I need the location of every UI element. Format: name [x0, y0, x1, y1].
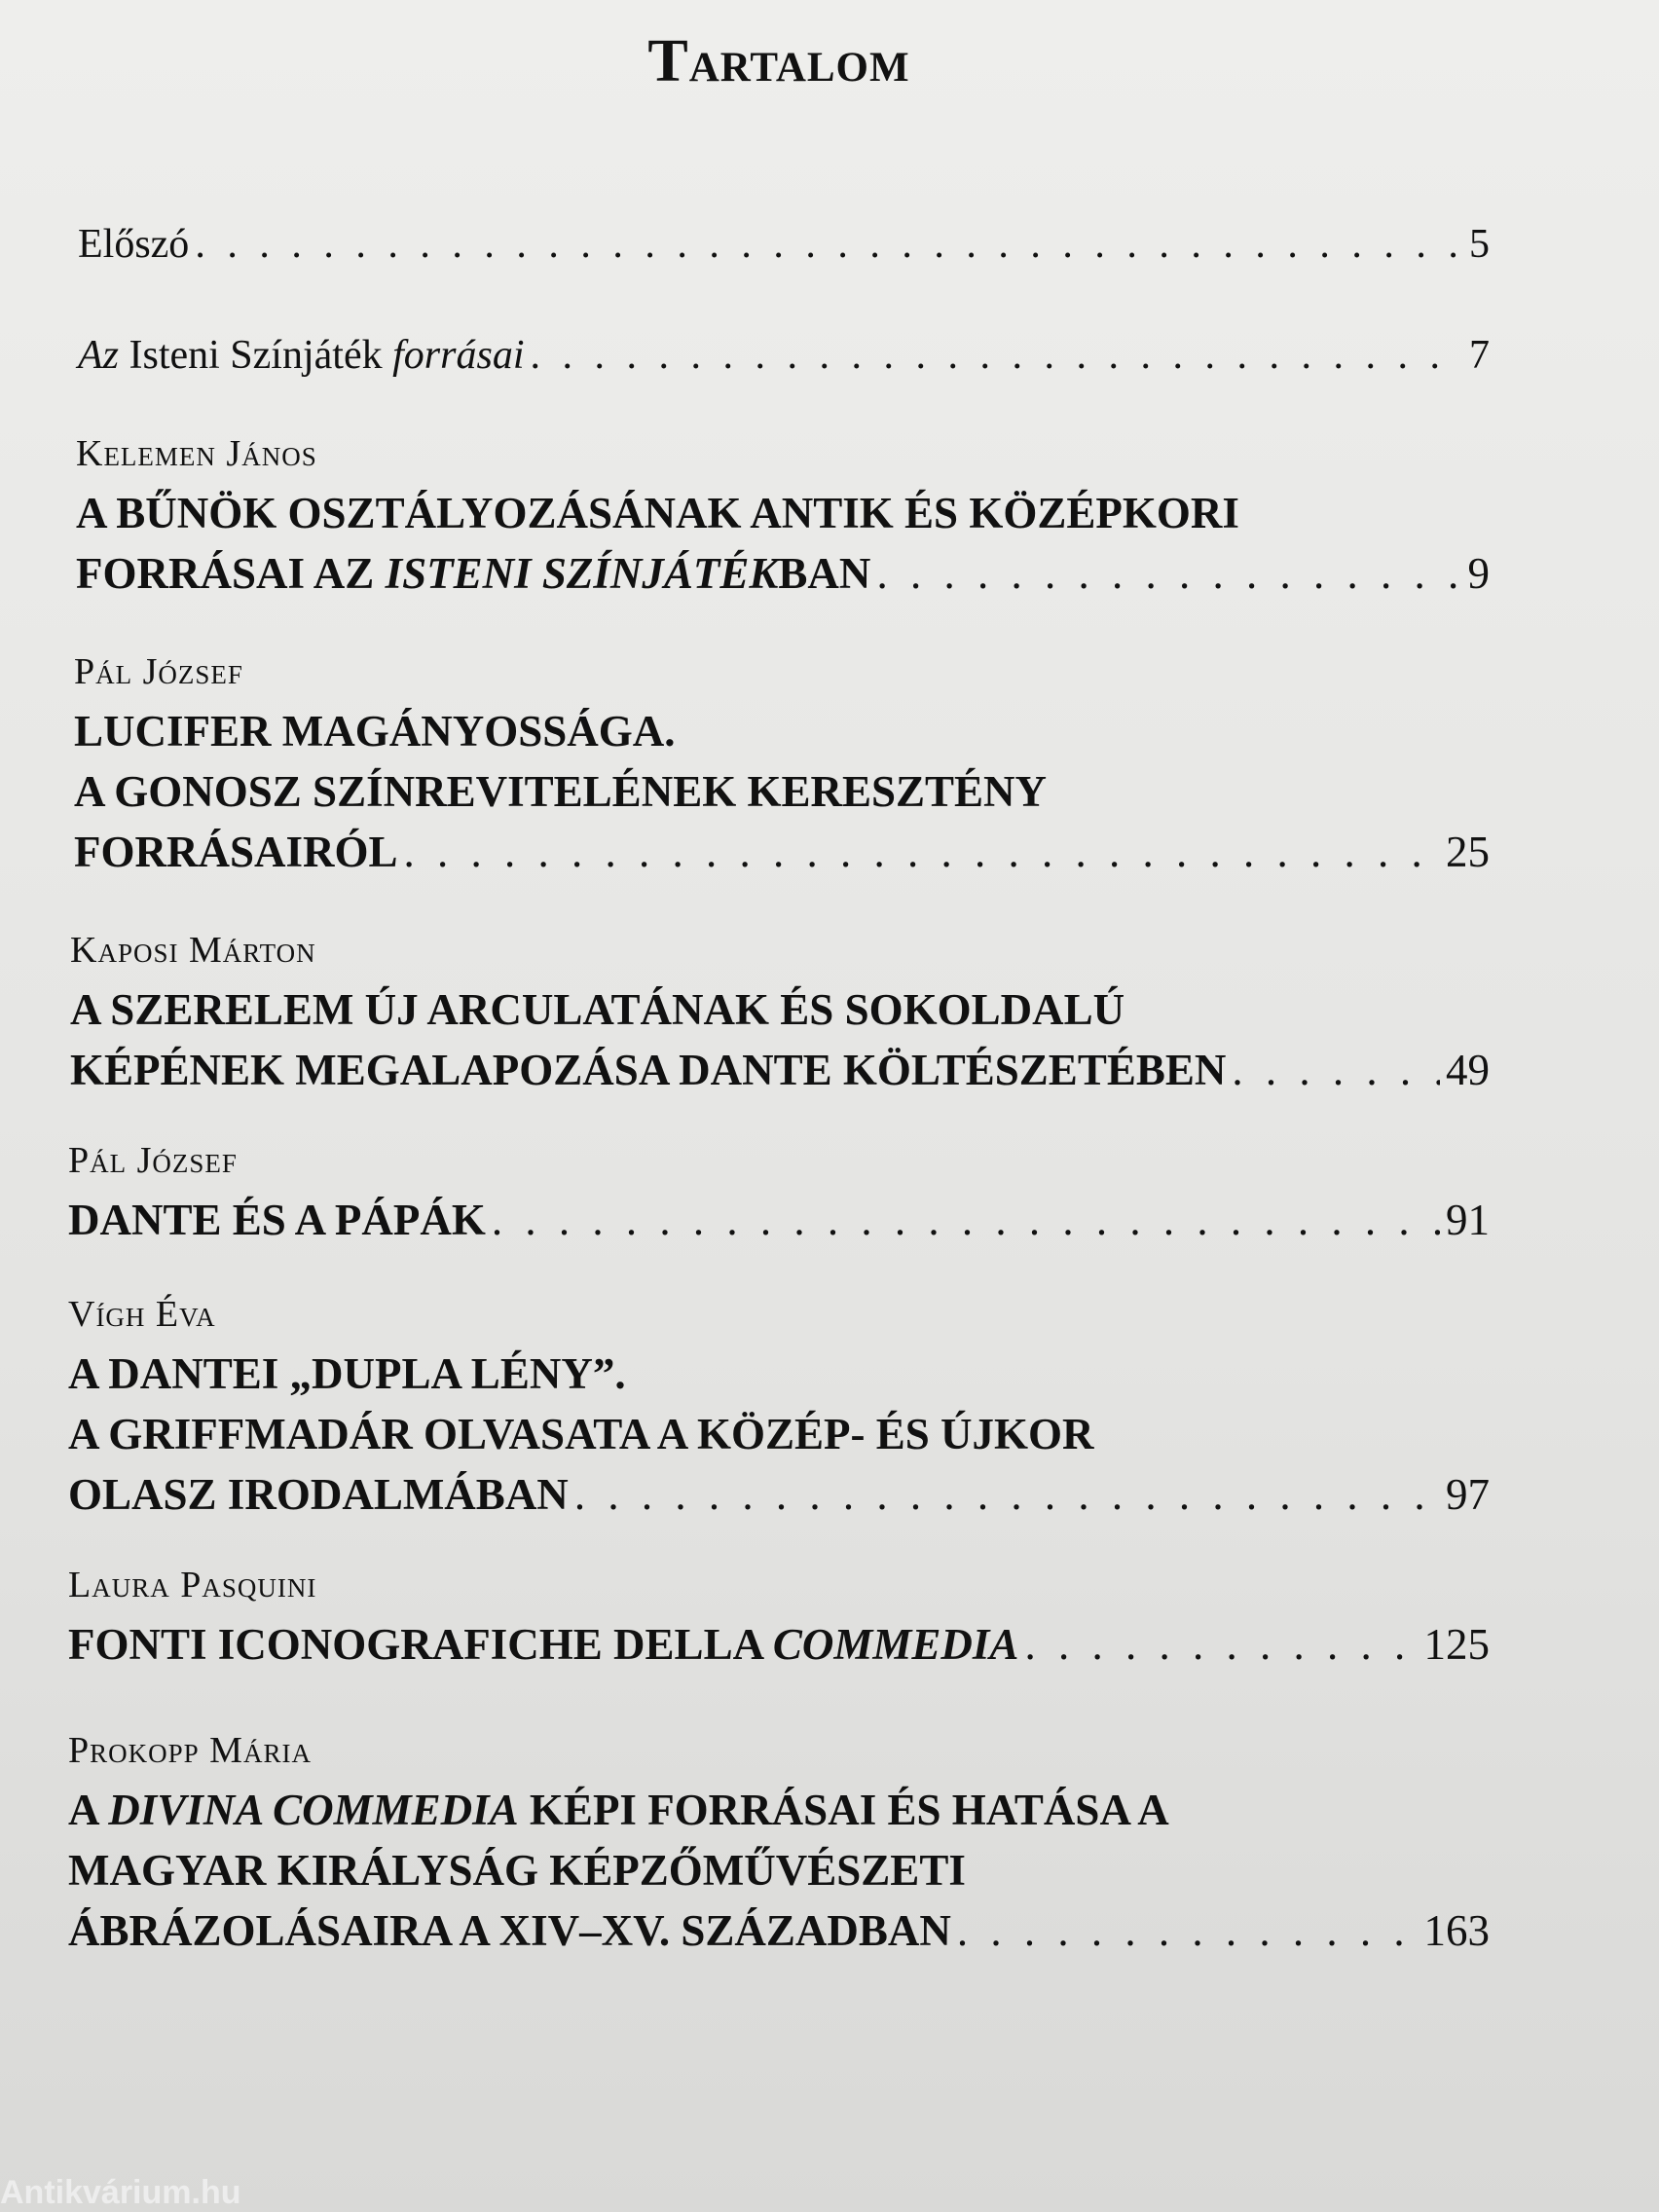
toc-entry-kaposi[interactable] [70, 929, 1490, 1100]
page-number: 125 [1423, 1620, 1490, 1669]
entry-title: Előszó [78, 222, 190, 267]
dot-leader [957, 1900, 1419, 1961]
dot-leader [530, 325, 1463, 386]
page-number: 49 [1446, 1046, 1490, 1094]
entry-title-italic: ISTENI SZÍNJÁTÉK [385, 549, 779, 598]
entry-title-line: A DANTEI „DUPLA LÉNY”. [68, 1349, 626, 1398]
watermark: Antikvárium.hu [0, 2174, 241, 2211]
dot-leader [876, 543, 1461, 604]
toc-entry-pasquini[interactable] [68, 1564, 1490, 1675]
page-number: 7 [1469, 333, 1490, 378]
toc-entry-eloszo[interactable] [78, 214, 1490, 275]
dot-leader [195, 214, 1463, 275]
entry-title: Isteni Színjáték [119, 333, 393, 378]
entry-title-line: ÁBRÁZOLÁSAIRA A XIV–XV. SZÁZADBAN [68, 1906, 951, 1955]
entry-title-line: LUCIFER MAGÁNYOSSÁGA. [74, 707, 676, 756]
toc-entry-lucifer[interactable] [74, 650, 1490, 882]
entry-title-line: KÉPI FORRÁSAI ÉS HATÁSA A [518, 1786, 1169, 1834]
entry-title-line: OLASZ IRODALMÁBAN [68, 1470, 569, 1519]
entry-title-line: FORRÁSAIRÓL [74, 828, 398, 876]
dot-leader [492, 1190, 1440, 1250]
dot-leader [1024, 1614, 1418, 1675]
entry-title-line: A SZERELEM ÚJ ARCULATÁNAK ÉS SOKOLDALÚ [70, 985, 1125, 1034]
page-title: Tartalom [647, 28, 910, 94]
entry-title-line: MAGYAR KIRÁLYSÁG KÉPZŐMŰVÉSZETI [68, 1846, 966, 1895]
toc-entry-prokopp[interactable] [68, 1729, 1490, 1961]
entry-author: Laura Pasquini [68, 1565, 317, 1605]
dot-leader [574, 1464, 1440, 1525]
entry-title-line: KÉPÉNEK MEGALAPOZÁSA DANTE KÖLTÉSZETÉBEN [70, 1046, 1227, 1094]
entry-author: Prokopp Mária [68, 1730, 312, 1771]
table-of-contents [68, 214, 1490, 1961]
toc-entry-forrasai[interactable] [78, 325, 1490, 386]
toc-entry-kelemen[interactable] [76, 432, 1490, 604]
page-number: 5 [1469, 222, 1490, 267]
dot-leader [1232, 1040, 1440, 1100]
page-number: 9 [1467, 549, 1490, 598]
entry-title-line: BAN [778, 549, 871, 598]
entry-title-line: A GONOSZ SZÍNREVITELÉNEK KERESZTÉNY [74, 767, 1048, 816]
toc-entry-vigh[interactable] [68, 1293, 1490, 1525]
entry-title-line: DANTE ÉS A PÁPÁK [68, 1196, 486, 1244]
entry-author: Pál József [68, 1140, 238, 1181]
entry-title-italic: forrásai [392, 333, 525, 378]
entry-title-italic: DIVINA COMMEDIA [108, 1786, 519, 1834]
entry-author: Pál József [74, 651, 243, 692]
entry-title-line: FORRÁSAI AZ [76, 549, 386, 598]
dot-leader [404, 822, 1440, 882]
entry-title-line: FONTI ICONOGRAFICHE DELLA [68, 1620, 773, 1669]
entry-title-italic: COMMEDIA [772, 1620, 1019, 1669]
page-number: 97 [1446, 1470, 1490, 1519]
toc-entry-papak[interactable] [68, 1139, 1490, 1250]
page-number: 91 [1446, 1196, 1490, 1244]
page-number: 25 [1446, 828, 1490, 876]
entry-author: Kaposi Márton [70, 930, 316, 971]
page-number: 163 [1423, 1906, 1490, 1955]
entry-author: Kelemen János [76, 433, 317, 474]
entry-title-italic: Az [78, 333, 119, 378]
entry-title-line: A BŰNÖK OSZTÁLYOZÁSÁNAK ANTIK ÉS KÖZÉPKORI [76, 489, 1239, 537]
entry-title-line: A [68, 1786, 109, 1834]
entry-title-line: A GRIFFMADÁR OLVASATA A KÖZÉP- ÉS ÚJKOR [68, 1410, 1094, 1458]
entry-author: Vígh Éva [68, 1294, 216, 1335]
